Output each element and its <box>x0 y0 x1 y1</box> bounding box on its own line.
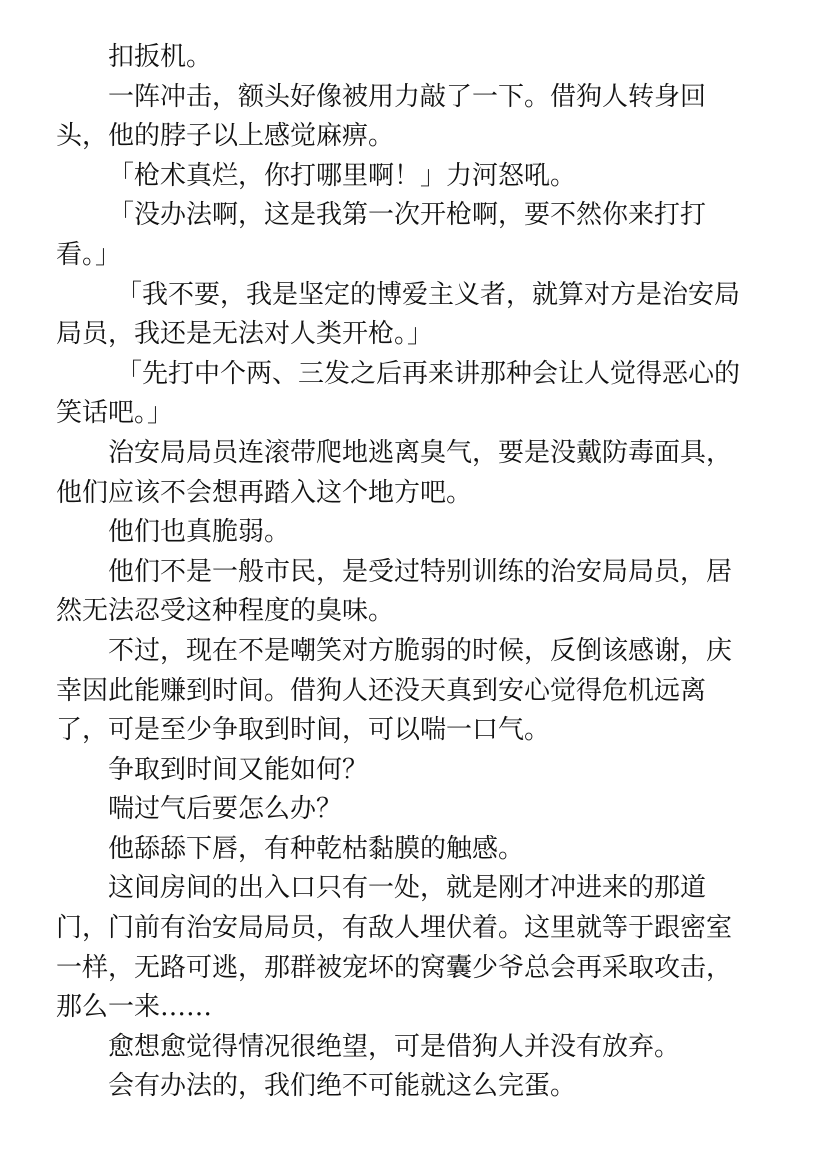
paragraph-10: 不过，现在不是嘲笑对方脆弱的时候，反倒该感谢，庆幸因此能赚到时间。借狗人还没天真到安心觉得危机远离了，可是至少争取到时间，可以喘一口气。 <box>56 635 733 746</box>
paragraph-5: 「我不要，我是坚定的博爱主义者，就算对方是治安局局员，我还是无法对人类开枪。」 <box>56 279 741 350</box>
paragraph-16: 会有办法的，我们绝不可能就这么完蛋。 <box>108 1071 577 1102</box>
paragraph-7: 治安局局员连滚带爬地逃离臭气，要是没戴防毒面具，他们应该不会想再踏入这个地方吧。 <box>56 437 733 508</box>
paragraph-6: 「先打中个两、三发之后再来讲那种会让人觉得恶心的笑话吧。」 <box>56 358 741 429</box>
paragraph-13: 他舔舔下唇，有种乾枯黏膜的触感。 <box>108 833 525 864</box>
paragraph-9: 他们不是一般市民，是受过特别训练的治安局局员，居然无法忍受这种程度的臭味。 <box>56 556 733 627</box>
paragraph-12: 喘过气后要怎么办？ <box>108 794 343 825</box>
paragraph-3: 「枪术真烂，你打哪里啊！」力河怒吼。 <box>108 160 577 191</box>
paragraph-8: 他们也真脆弱。 <box>108 517 291 548</box>
paragraph-11: 争取到时间又能如何？ <box>108 754 369 785</box>
body-text <box>56 38 756 1107</box>
paragraph-1: 扣扳机。 <box>108 42 213 72</box>
paragraph-2: 一阵冲击，额头好像被用力敲了一下。借狗人转身回头，他的脖子以上感觉麻痹。 <box>56 81 707 152</box>
paragraph-14: 这间房间的出入口只有一处，就是刚才冲进来的那道门，门前有治安局局员，有敌人埋伏着。这里就等于跟密室一样，无路可逃，那群被宠坏的窝囊少爷总会再采取攻击，那么一来…… <box>56 873 733 1023</box>
paragraph-4: 「没办法啊，这是我第一次开枪啊，要不然你来打打看。」 <box>56 200 707 270</box>
paragraph-15: 愈想愈觉得情况很绝望，可是借狗人并没有放弃。 <box>108 1031 681 1062</box>
